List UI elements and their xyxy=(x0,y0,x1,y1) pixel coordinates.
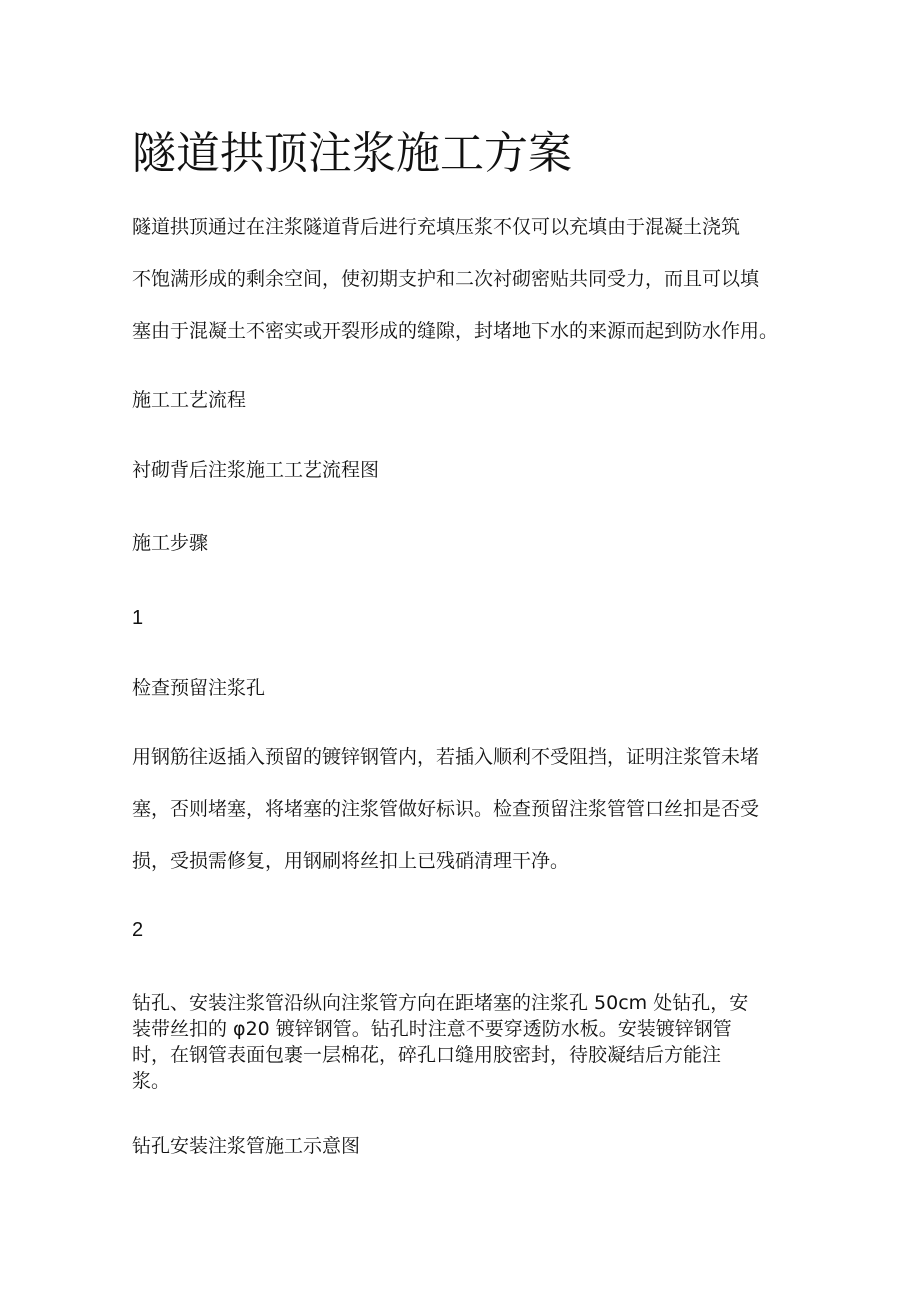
figure-caption-step2: 钻孔安装注浆管施工示意图 xyxy=(132,1135,361,1157)
step1-body xyxy=(132,748,792,871)
step-number-2: 2 xyxy=(132,919,144,941)
intro-line: 不饱满形成的剩余空间，使初期支护和二次衬砌密贴共同受力，而且可以填 xyxy=(132,268,760,290)
intro-line: 塞由于混凝土不密实或开裂形成的缝隙，封堵地下水的来源而起到防水作用。 xyxy=(132,320,779,342)
step1-body-line: 损，受损需修复，用钢刷将丝扣上已残硝清理干净。 xyxy=(132,850,570,872)
step2-body-line: 时，在钢管表面包裹一层棉花，碎孔口缝用胶密封，待胶凝结后方能注 xyxy=(132,1044,722,1066)
section-heading-steps: 施工步骤 xyxy=(132,532,209,554)
section-heading-process: 施工工艺流程 xyxy=(132,389,247,411)
step2-body xyxy=(132,994,792,1091)
step1-body-line: 塞，否则堵塞，将堵塞的注浆管做好标识。检查预留注浆管管口丝扣是否受 xyxy=(132,798,760,820)
step2-body-line: 装带丝扣的 φ20 镀锌钢管。钻孔时注意不要穿透防水板。安装镀锌钢管 xyxy=(132,1018,732,1040)
step1-heading: 检查预留注浆孔 xyxy=(132,677,266,699)
document-title: 隧道拱顶注浆施工方案 xyxy=(132,128,572,179)
step2-body-line: 浆。 xyxy=(132,1070,171,1092)
intro-line: 隧道拱顶通过在注浆隧道背后进行充填压浆不仅可以充填由于混凝土浇筑 xyxy=(132,216,741,238)
step-number-1: 1 xyxy=(132,607,144,629)
step2-body-line: 钻孔、安装注浆管沿纵向注浆管方向在距堵塞的注浆孔 50cm 处钻孔，安 xyxy=(132,992,749,1014)
intro-paragraph xyxy=(132,218,792,341)
figure-caption-process: 衬砌背后注浆施工工艺流程图 xyxy=(132,459,380,481)
step1-body-line: 用钢筋往返插入预留的镀锌钢管内，若插入顺利不受阻挡，证明注浆管未堵 xyxy=(132,746,760,768)
